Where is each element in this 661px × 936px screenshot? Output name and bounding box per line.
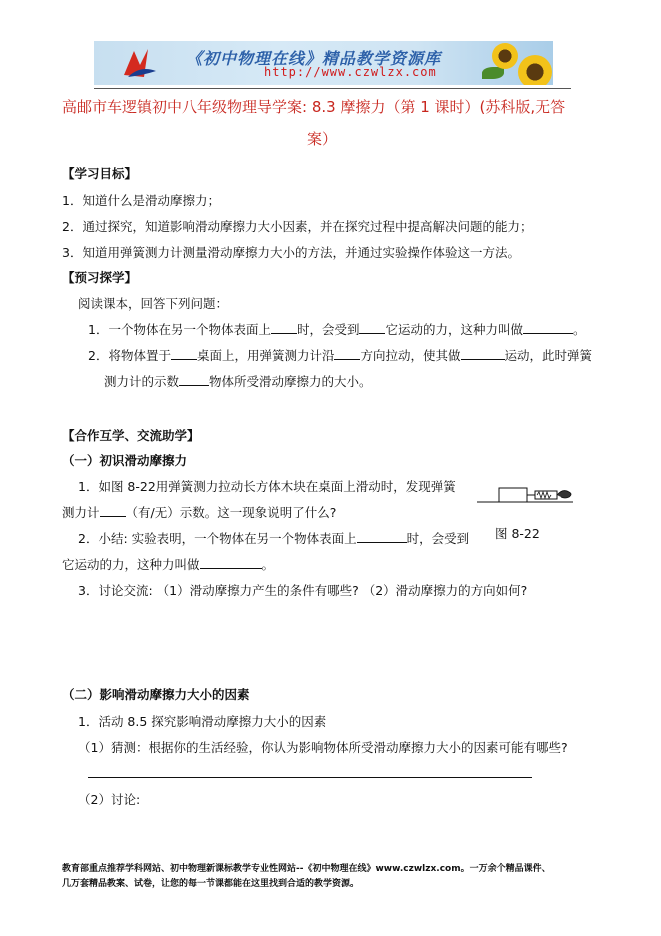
answer-blank[interactable] bbox=[100, 504, 126, 517]
coop-question-1: 1．如图 8-22用弹簧测力拉动长方体木块在桌面上滑动时，发现弹簧 bbox=[78, 479, 456, 494]
answer-blank[interactable] bbox=[359, 321, 385, 334]
banner-url: http://www.czwlzx.com bbox=[264, 65, 437, 79]
coop-question-3: 3．讨论交流: （1）滑动摩擦力产生的条件有哪些? （2）滑动摩擦力的方向如何? bbox=[78, 583, 528, 598]
document-title-continued: 案） bbox=[307, 130, 338, 148]
figure-block-spring-scale bbox=[477, 480, 577, 506]
answer-blank[interactable] bbox=[179, 373, 209, 386]
leaf-decoration bbox=[482, 67, 504, 79]
answer-line[interactable] bbox=[88, 777, 532, 778]
sunflower-icon bbox=[492, 43, 518, 69]
header-divider bbox=[94, 88, 571, 89]
preview-intro: 阅读课本，回答下列问题： bbox=[78, 296, 229, 311]
footer-line-1: 教育部重点推荐学科网站、初中物理新课标教学专业性网站--《初中物理在线》www.czwlzx.com。一万余个精品课件、 bbox=[62, 864, 551, 874]
answer-blank[interactable] bbox=[461, 347, 505, 360]
answer-blank[interactable] bbox=[334, 347, 360, 360]
coop-question-2-continued: 它运动的力，这种力叫做 。 bbox=[62, 557, 275, 572]
preview-heading: 【预习探学】 bbox=[62, 270, 138, 285]
banner-title: 《初中物理在线》精品教学资源库 bbox=[186, 49, 442, 68]
subsection-heading-2: （二）影响滑动摩擦力大小的因素 bbox=[62, 687, 250, 702]
footer-note bbox=[62, 862, 551, 892]
preview-question-2-continued: 测力计的示数 物体所受滑动摩擦力的大小。 bbox=[104, 374, 372, 389]
goals-heading: 【学习目标】 bbox=[62, 166, 138, 181]
answer-blank[interactable] bbox=[357, 530, 407, 543]
coop-question-1-continued: 测力计 （有/无）示数。这一现象说明了什么? bbox=[62, 505, 337, 520]
logo-icon bbox=[120, 45, 160, 81]
header-banner bbox=[94, 41, 553, 85]
answer-blank[interactable] bbox=[200, 556, 262, 569]
coop-question-2: 2．小结: 实验表明，一个物体在另一个物体表面上 时，会受到 bbox=[78, 531, 470, 546]
answer-blank[interactable] bbox=[523, 321, 573, 334]
discuss-prompt: （2）讨论: bbox=[78, 792, 141, 807]
footer-line-2: 几万套精品教案、试卷，让您的每一节课都能在这里找到合适的教学资源。 bbox=[62, 879, 360, 889]
subsection-heading-1: （一）初识滑动摩擦力 bbox=[62, 453, 188, 468]
coop-heading: 【合作互学、交流助学】 bbox=[62, 428, 200, 443]
goal-item: 1．知道什么是滑动摩擦力； bbox=[62, 193, 220, 208]
figure-caption: 图 8-22 bbox=[495, 526, 540, 541]
answer-blank[interactable] bbox=[171, 347, 197, 360]
document-title: 高邮市车逻镇初中八年级物理导学案: 8.3 摩擦力（第 1 课时）(苏科版,无答 bbox=[62, 98, 566, 116]
activity-line: 1．活动 8.5 探究影响滑动摩擦力大小的因素 bbox=[78, 714, 327, 729]
sunflower-icon bbox=[518, 55, 552, 85]
guess-prompt: （1）猜测：根据你的生活经验，你认为影响物体所受滑动摩擦力大小的因素可能有哪些? bbox=[78, 740, 568, 755]
goal-item: 2．通过探究，知道影响滑动摩擦力大小因素，并在探究过程中提高解决问题的能力； bbox=[62, 219, 533, 234]
preview-question-1: 1．一个物体在另一个物体表面上 时，会受到 它运动的力，这种力叫做 。 bbox=[88, 322, 586, 337]
answer-blank[interactable] bbox=[271, 321, 297, 334]
preview-question-2: 2．将物体置于 桌面上，用弹簧测力计沿 方向拉动，使其做 运动，此时弹簧 bbox=[88, 348, 593, 363]
goal-item: 3．知道用弹簧测力计测量滑动摩擦力大小的方法，并通过实验操作体验这一方法。 bbox=[62, 245, 520, 260]
